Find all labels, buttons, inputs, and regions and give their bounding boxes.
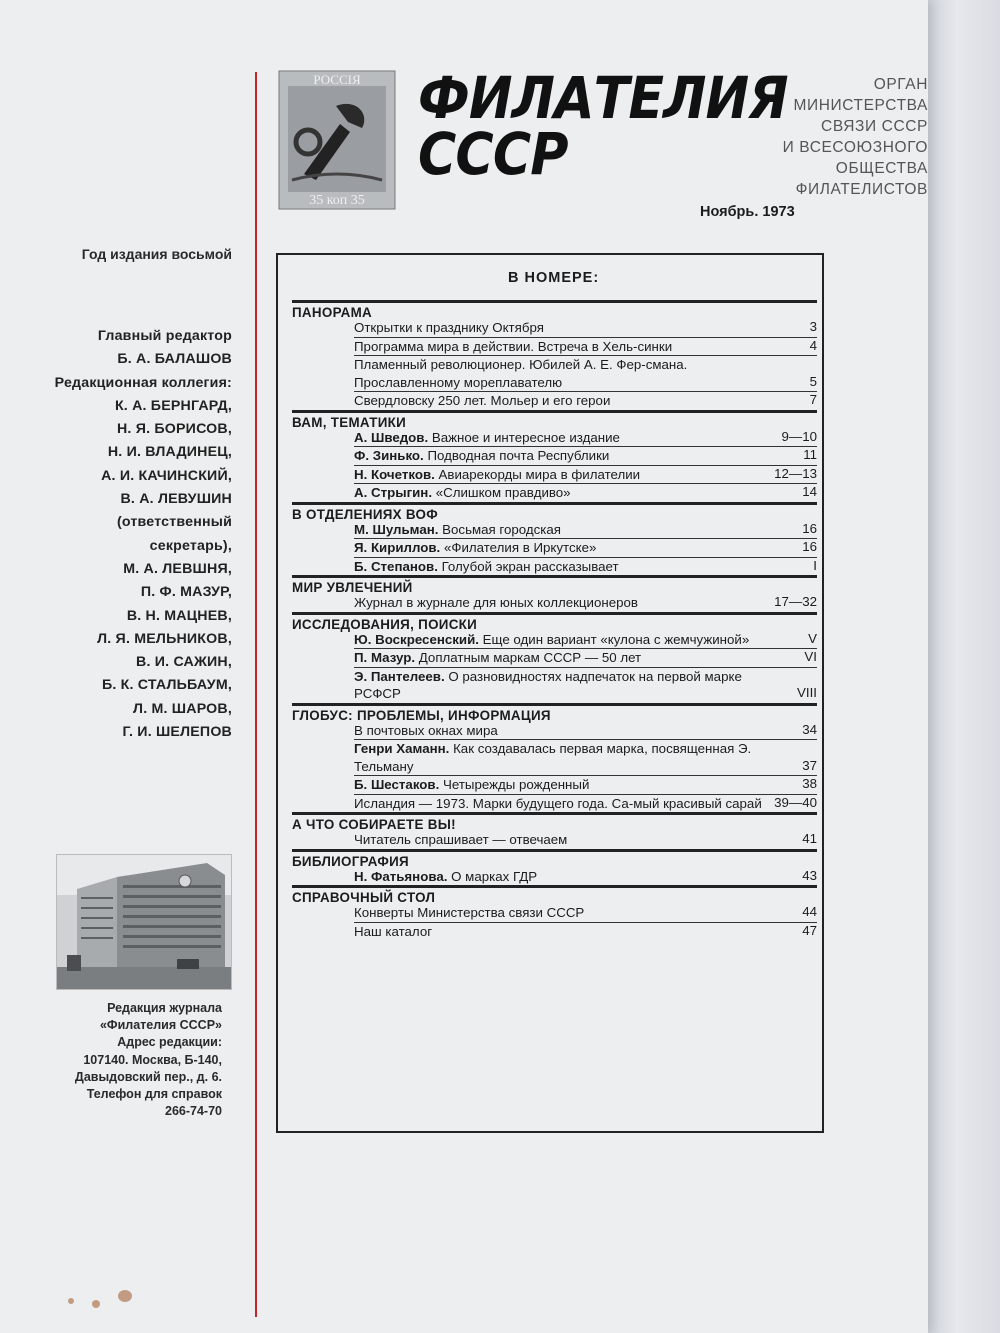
toc-section-title: ПАНОРАМА [292,300,817,319]
toc-entry-page: 34 [802,721,817,737]
stamp-logo [278,70,396,210]
title-line-2: СССР [418,120,568,188]
toc-entry-title: Доплатным маркам СССР — 50 лет [418,650,642,665]
toc-section-title: А ЧТО СОБИРАЕТЕ ВЫ! [292,812,817,831]
editor-line: Л. М. ШАРОВ, [133,700,232,717]
organ-line: СВЯЗИ СССР [821,118,928,135]
organ-line: ОБЩЕСТВА [835,160,928,177]
toc-section-title: ВАМ, ТЕМАТИКИ [292,410,817,429]
toc-entry-author: Я. Кириллов. [354,540,441,555]
editor-line: Б. А. БАЛАШОВ [117,351,232,368]
toc-section-title: ИССЛЕДОВАНИЯ, ПОИСКИ [292,612,817,631]
toc-entry-title: О марках ГДР [451,868,538,884]
toc-entry[interactable] [354,868,817,886]
toc-entry-title: «Филателия в Иркутске» [443,540,597,555]
editor-line: А. И. КАЧИНСКИЙ, [101,467,232,484]
address-line: «Филателия СССР» [99,1018,222,1033]
toc-entry-page: 16 [802,520,817,536]
toc-entry[interactable] [354,631,817,649]
toc-entry[interactable] [354,337,817,356]
toc-entry-text [354,668,763,703]
toc-entry-author: А. Шведов. [354,429,429,445]
toc-entry-text [354,558,763,576]
editor-line: Н. И. ВЛАДИНЕЦ, [107,444,232,461]
toc-entry-author: Б. Степанов. [354,558,438,574]
toc-entry[interactable] [354,483,817,502]
address-line: 107140. Москва, Б-140, [83,1052,222,1067]
toc-entry[interactable] [354,465,817,484]
toc-entry-page: 47 [802,922,817,938]
toc-entry-text [354,795,763,813]
toc-entry-page: 7 [809,392,817,407]
toc-entry-page: 39—40 [774,794,817,810]
editor-line: Л. Я. МЕЛЬНИКОВ, [97,630,232,647]
toc-entry-page: 4 [809,337,817,353]
editor-line: (ответственный [116,514,232,531]
toc-entry[interactable] [354,922,817,941]
toc-entry-author: Ю. Воскресенский. [354,631,479,647]
toc-section-title: ГЛОБУС: ПРОБЛЕМЫ, ИНФОРМАЦИЯ [292,703,817,722]
toc-entry-title: Голубой экран рассказывает [441,558,619,574]
toc-entry-page: 17—32 [774,594,817,609]
editor-line: П. Ф. МАЗУР, [140,584,232,601]
toc-entry-text [354,429,763,447]
address-line: 266-74-70 [165,1104,222,1119]
editor-line: К. А. БЕРНГАРД, [114,397,232,414]
toc-entry-page: 11 [803,447,817,462]
toc-entry-author: П. Мазур. [354,650,416,665]
toc-entry[interactable] [354,521,817,539]
issue-date: Ноябрь. 1973 [700,204,795,220]
toc-entry-title: О разновидностях надпечаток на первой марке РСФСР [354,668,742,701]
toc-heading: В НОМЕРЕ: [508,270,600,286]
toc-section-title: МИР УВЛЕЧЕНИЙ [292,575,817,594]
editor-line: Б. К. СТАЛЬБАУМ, [101,677,232,694]
toc-entry[interactable] [354,904,817,922]
toc-entry[interactable] [354,831,817,849]
toc-entry-title: Еще один вариант «кулона с жемчужиной» [482,631,750,647]
toc-entry-text [354,722,763,740]
toc-entry-page: 38 [802,776,817,791]
toc-rows [292,300,817,940]
editorial-board [0,325,232,744]
toc-entry-title: В почтовых окнах мира [354,722,498,738]
editor-line: В. А. ЛЕВУШИН [120,491,232,508]
toc-entry-text [354,649,763,667]
organ-line: И ВСЕСОЮЗНОГО [782,139,928,156]
editorial-address [0,1000,222,1120]
editor-line: Г. И. ШЕЛЕПОВ [122,724,232,741]
stain [92,1300,100,1308]
organ-line: ОРГАН [873,76,928,93]
toc-entry-title: Конверты Министерства связи СССР [354,905,585,920]
toc-entry-author: Генри Хаманн. [354,741,450,756]
editor-line: Редакционная коллегия: [54,374,232,391]
toc-entry[interactable] [354,429,817,447]
organ-line: ФИЛАТЕЛИСТОВ [795,181,928,198]
toc-entry-title: Свердловску 250 лет. Мольер и его герои [354,393,611,408]
toc-entry-title: Журнал в журнале для юных коллекционеров [354,595,638,610]
toc-entry-text [354,539,763,557]
toc-entry-page: 44 [802,904,817,919]
stamp-bottom-text: 35 коп 35 [309,193,365,208]
toc-section-title: В ОТДЕЛЕНИЯХ ВОФ [292,502,817,521]
toc-entry-author: Б. Шестаков. [354,777,440,792]
toc-section-title: БИБЛИОГРАФИЯ [292,849,817,868]
table-of-contents [276,253,824,1133]
toc-entry-author: Э. Пантелеев. [354,668,445,684]
toc-entry-page: 12—13 [774,465,817,481]
toc-entry[interactable] [354,557,817,576]
toc-entry-title: Читатель спрашивает — отвечаем [354,832,568,847]
toc-entry-text [354,319,763,337]
editor-line: секретарь), [149,537,232,554]
address-line: Давыдовский пер., д. 6. [74,1069,222,1084]
toc-entry-title: Программа мира в действии. Встреча в Хель-синки [354,338,673,354]
toc-entry-author: М. Шульман. [354,521,439,537]
editor-line: Главный редактор [97,328,232,344]
magazine-title [418,64,788,188]
toc-entry-author: Ф. Зинько. [354,448,424,463]
toc-entry-page: 37 [802,757,817,773]
toc-entry-title: Исландия — 1973. Марки будущего года. Са-мый красивый сарай [354,795,762,811]
toc-entry[interactable] [354,722,817,740]
toc-entry-text [354,338,763,356]
editor-line: Н. Я. БОРИСОВ, [116,421,232,438]
toc-entry[interactable] [354,667,817,703]
publication-year: Год издания восьмой [81,246,232,262]
toc-entry-author: А. Стрыгин. [354,485,433,500]
editor-line: М. А. ЛЕВШНЯ, [123,560,232,577]
toc-entry[interactable] [354,446,817,465]
toc-entry-title: Наш каталог [354,923,433,939]
toc-entry[interactable] [354,319,817,337]
toc-entry-text [354,904,763,922]
stain [68,1298,74,1304]
toc-entry-title: Подводная почта Республики [427,448,610,463]
toc-entry-text [354,776,763,794]
toc-entry-title: Авиарекорды мира в филателии [438,466,641,482]
red-vertical-rule [255,72,257,1317]
stamp-top-text: РОССIЯ [313,72,361,87]
toc-entry-text [354,594,763,612]
toc-entry-text [354,447,763,465]
toc-entry[interactable] [354,355,817,391]
toc-entry-page: VI [804,649,817,664]
toc-entry-text [354,923,763,941]
toc-entry-author: Н. Фатьянова. [354,868,448,884]
toc-entry-text [354,868,763,886]
toc-entry-page: I [813,557,817,573]
toc-entry[interactable] [354,794,817,813]
toc-section-title: СПРАВОЧНЫЙ СТОЛ [292,885,817,904]
toc-entry-title: Важное и интересное издание [431,429,620,445]
toc-entry-page: 5 [809,373,817,389]
toc-entry-page: 43 [802,867,817,883]
toc-entry-title: Пламенный революционер. Юбилей А. Е. Фер-смана. Прославленному мореплавателю [354,357,688,390]
toc-entry[interactable] [354,594,817,612]
toc-entry-title: Как создавалась первая марка, посвященная Э. Тельману [354,741,752,774]
editor-line: В. Н. МАЦНЕВ, [126,607,232,624]
toc-entry-title: Восьмая городская [442,521,561,537]
toc-entry-text [354,831,763,849]
toc-entry-author: Н. Кочетков. [354,466,435,482]
address-line: Телефон для справок [86,1087,222,1102]
address-line: Редакция журнала [107,1001,222,1015]
stain [118,1290,132,1302]
toc-entry-page: 16 [802,539,817,554]
toc-entry-text [354,466,763,484]
toc-entry-page: 3 [809,319,817,334]
toc-entry-page: 9—10 [781,428,817,444]
toc-entry-page: 41 [802,831,817,846]
background-cloth [928,0,1000,1333]
toc-entry-title: «Слишком правдиво» [435,485,571,500]
editor-line: В. И. САЖИН, [136,654,232,671]
toc-entry-title: Открытки к празднику Октября [354,320,544,335]
toc-entry[interactable] [354,648,817,667]
toc-entry[interactable] [354,739,817,775]
toc-entry-text [354,740,763,775]
toc-entry-text [354,484,763,502]
address-line: Адрес редакции: [117,1035,222,1050]
toc-entry[interactable] [354,775,817,794]
toc-entry-page: V [808,630,817,646]
toc-entry-text [354,631,763,649]
toc-entry[interactable] [354,391,817,410]
toc-entry-text [354,356,763,391]
organ-line: МИНИСТЕРСТВА [793,97,928,114]
toc-entry-text [354,392,763,410]
building-photo [56,854,232,990]
toc-entry-text [354,521,763,539]
title-line-1: ФИЛАТЕЛИЯ [418,64,788,132]
toc-entry-title: Четырежды рожденный [443,777,590,792]
toc-entry-page: 14 [802,484,817,499]
toc-entry-page: VIII [797,685,817,700]
toc-entry[interactable] [354,538,817,557]
